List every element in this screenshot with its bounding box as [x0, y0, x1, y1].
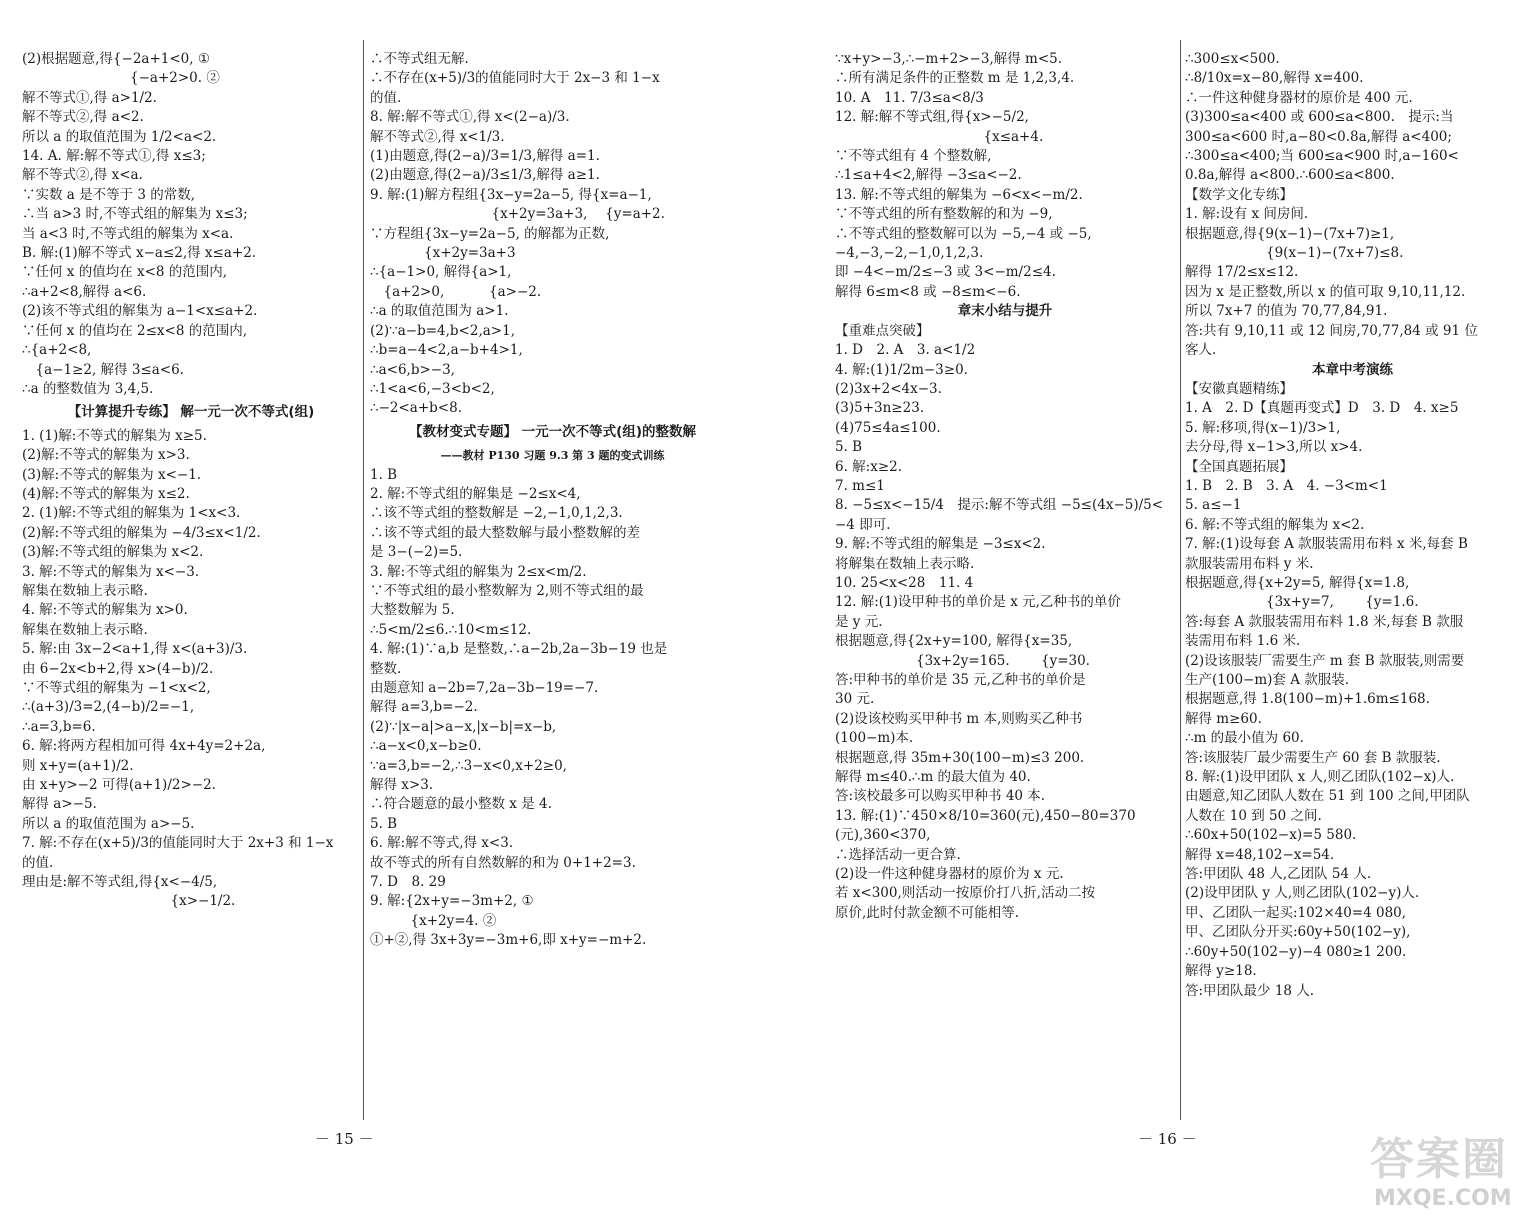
text-line: 人数在 10 到 50 之间.	[1185, 807, 1322, 824]
text-line: {3x+y=7, {y=1.6.	[1185, 594, 1419, 611]
text-line: {a−1≥2, 解得 3≤a<6.	[22, 361, 184, 378]
text-line: (4)解:不等式的解集为 x≤2.	[22, 485, 190, 502]
text-line: ∵任何 x 的值均在 2≤x<8 的范围内,	[22, 322, 247, 339]
text-line: ∴1<a<6,−3<b<2,	[370, 380, 495, 397]
text-line: (2)解:不等式组的解集为 −4/3≤x<1/2.	[22, 524, 261, 541]
text-line: 5. a≤−1	[1185, 497, 1242, 514]
text-line: 【全国真题拓展】	[1185, 458, 1293, 475]
text-line: (2)由题意,得(2−a)/3≤1/3,解得 a≥1.	[370, 167, 600, 184]
text-line: 答:共有 9,10,11 或 12 间房,70,77,84 或 91 位	[1185, 322, 1478, 339]
text-line: 12. 解:解不等式组,得{x>−5/2,	[835, 109, 1029, 126]
text-line: {3x+2y=165. {y=30.	[835, 652, 1090, 669]
text-line: ∴a 的取值范围为 a>1.	[370, 303, 509, 320]
text-line: ∴60x+50(102−x)=5 580.	[1185, 827, 1357, 844]
text-line: 所以 7x+7 的值为 70,77,84,91.	[1185, 303, 1388, 320]
text-line: 款服装需用布料 y 米.	[1185, 555, 1314, 572]
text-line: 9. 解:(1)解方程组{3x−y=2a−5, 得{x=a−1,	[370, 186, 652, 203]
text-line: 解得 x=48,102−x=54.	[1185, 846, 1335, 863]
text-line: ∴300≤x<500.	[1185, 51, 1280, 67]
text-line: 的值.	[22, 854, 54, 871]
text-line: 4. 解:(1)∵a,b 是整数,∴a−2b,2a−3b−19 也是	[370, 641, 668, 658]
text-line: ∴所有满足条件的正整数 m 是 1,2,3,4.	[835, 70, 1075, 87]
column-1	[22, 50, 360, 912]
text-line: 解得 x>3.	[370, 777, 434, 794]
text-line: 去分母,得 x−1>3,所以 x>4.	[1185, 439, 1363, 456]
text-line: 的值.	[370, 89, 402, 106]
text-line: 由 6−2x<b+2,得 x>(4−b)/2.	[22, 660, 214, 677]
text-line: (2)设甲团队 y 人,则乙团队(102−y)人.	[1185, 885, 1420, 902]
text-line: 解得 17/2≤x≤12.	[1185, 264, 1299, 281]
text-line: 13. 解:不等式组的解集为 −6<x<−m/2.	[835, 186, 1083, 203]
text-line: {−a+2>0. ②	[22, 70, 220, 87]
text-line: 则 x+y=(a+1)/2.	[22, 757, 134, 774]
text-line: 10. A 11. 7/3≤a<8/3	[835, 89, 984, 106]
watermark-domain: MXQE.COM	[1374, 1186, 1512, 1211]
text-line: 理由是:解不等式组,得{x<−4/5,	[22, 874, 218, 891]
text-line: 8. 解:解不等式①,得 x<(2−a)/3.	[370, 109, 570, 126]
text-line: ∴a−x<0,x−b≥0.	[370, 738, 482, 755]
text-line: ∵不等式组的最小整数解为 2,则不等式组的最	[370, 582, 644, 599]
text-line: 7. m≤1	[835, 477, 885, 494]
text-line: 根据题意,得{9(x−1)−(7x+7)≥1,	[1185, 225, 1395, 242]
text-line: ∵x+y>−3,∴−m+2>−3,解得 m<5.	[835, 51, 1063, 67]
text-line: ∴a<6,b>−3,	[370, 361, 455, 378]
text-line: 1. B	[370, 466, 398, 483]
text-line: ∵任何 x 的值均在 x<8 的范围内,	[22, 264, 228, 281]
text-line: {x+2y=4. ②	[370, 912, 497, 929]
text-line: 解得 m≥60.	[1185, 710, 1262, 727]
text-line: {x+2y=3a+3	[370, 245, 516, 262]
text-line: {x≤a+4.	[835, 128, 1044, 145]
text-line: ∵实数 a 是不等于 3 的常数,	[22, 186, 196, 203]
text-line: 1. (1)解:不等式的解集为 x≥5.	[22, 427, 207, 444]
text-line: 【教材变式专题】 一元一次不等式(组)的整数解	[408, 423, 697, 440]
text-line: 【重难点突破】	[835, 322, 930, 339]
text-line: ——教材 P130 习题 9.3 第 3 题的变式训练	[440, 449, 665, 463]
page-number-right: － 16 －	[1138, 1130, 1197, 1148]
text-line: 1. 解:设有 x 间房间.	[1185, 206, 1309, 223]
text-line: 6. 解:x≥2.	[835, 458, 903, 475]
text-line: 当 a<3 时,不等式组的解集为 x<a.	[22, 225, 234, 242]
column-4	[1185, 50, 1520, 1001]
text-line: ∴该不等式组的最大整数解与最小整数解的差	[370, 524, 640, 541]
text-line: 由题意,知乙团队人数在 51 到 100 之间,甲团队	[1185, 788, 1470, 805]
text-line: 答:每套 A 款服装需用布料 1.8 米,每套 B 款服	[1185, 613, 1464, 630]
text-line: 解集在数轴上表示略.	[22, 582, 148, 599]
text-line: 原价,此时付款金额不可能相等.	[835, 904, 1020, 921]
text-line: ∴a 的整数值为 3,4,5.	[22, 380, 154, 397]
text-line: (3)5+3n≥23.	[835, 400, 925, 417]
text-line: {9(x−1)−(7x+7)≤8.	[1185, 245, 1404, 262]
text-line: ∵不等式组的解集为 −1<x<2,	[22, 680, 211, 696]
text-line: ∴m 的最小值为 60.	[1185, 730, 1304, 747]
column-divider	[1180, 40, 1181, 1120]
text-line: ∴不等式组的整数解可以为 −5,−4 或 −5,	[835, 225, 1092, 242]
text-line: 将解集在数轴上表示略.	[835, 555, 975, 572]
text-line: 13. 解:(1)∵450×8/10=360(元),450−80=370	[835, 807, 1136, 824]
text-line: 所以 a 的取值范围为 a>−5.	[22, 815, 195, 832]
text-line: ∴符合题意的最小整数 x 是 4.	[370, 796, 552, 813]
text-line: 3. 解:不等式的解集为 x<−3.	[22, 563, 200, 580]
text-line: 生产(100−m)套 A 款服装.	[1185, 672, 1350, 688]
text-line: 2. (1)解:不等式组的解集为 1<x<3.	[22, 505, 241, 522]
text-line: 【数学文化专练】	[1185, 186, 1293, 203]
text-line: 7. 解:(1)设每套 A 款服装需用布料 x 米,每套 B	[1185, 536, 1468, 553]
text-line: 解得 y≥18.	[1185, 963, 1257, 980]
text-line: 甲、乙团队一起买:102×40=4 080,	[1185, 904, 1407, 921]
text-line: 解不等式②,得 x<a.	[22, 167, 143, 184]
text-line: 答:该校最多可以购买甲种书 40 本.	[835, 788, 1046, 805]
text-line: (3)解:不等式的解集为 x<−1.	[22, 466, 202, 483]
text-line: (2)根据题意,得{−2a+1<0, ①	[22, 51, 210, 67]
text-line: ∴{a−1>0, 解得{a>1,	[370, 264, 512, 281]
text-line: 【安徽真题精练】	[1185, 380, 1293, 397]
text-line: 即 −4<−m/2≤−3 或 3<−m/2≤4.	[835, 264, 1056, 281]
text-line: 解得 m≤40.∴m 的最大值为 40.	[835, 769, 1031, 786]
text-line: 故不等式的所有自然数解的和为 0+1+2=3.	[370, 854, 636, 871]
text-line: (2)3x+2<4x−3.	[835, 380, 942, 397]
text-line: ∵方程组{3x−y=2a−5, 的解都为正数,	[370, 225, 610, 242]
text-line: 由 x+y>−2 可得(a+1)/2>−2.	[22, 777, 216, 794]
text-line: (4)75≤4a≤100.	[835, 419, 941, 436]
watermark-logo	[1370, 1135, 1530, 1225]
text-line: 甲、乙团队分开买:60y+50(102−y),	[1185, 924, 1411, 941]
text-line: 8. −5≤x<−15/4 提示:解不等式组 −5≤(4x−5)/5<	[835, 497, 1164, 514]
text-line: ∴300≤a<400;当 600≤a<900 时,a−160<	[1185, 148, 1459, 165]
text-line: (2)设一件这种健身器材的原价为 x 元.	[835, 866, 1064, 883]
text-line: 大整数解为 5.	[370, 602, 455, 619]
text-line: ∵不等式组有 4 个整数解,	[835, 148, 992, 165]
text-line: −4 即可.	[835, 516, 891, 533]
text-line: ∴b=a−4<2,a−b+4>1,	[370, 342, 523, 359]
text-line: (2)∵|x−a|>a−x,|x−b|=x−b,	[370, 718, 557, 735]
text-line: 2. 解:不等式组的解集是 −2≤x<4,	[370, 485, 581, 502]
text-line: 9. 解:{2x+y=−3m+2, ①	[370, 893, 534, 910]
text-line: 是 y 元.	[835, 613, 883, 630]
text-line: 1. B 2. B 3. A 4. −3<m<1	[1185, 477, 1388, 494]
text-line: 根据题意,得{x+2y=5, 解得{x=1.8,	[1185, 574, 1410, 591]
text-line: ∴60y+50(102−y)−4 080≥1 200.	[1185, 943, 1407, 960]
text-line: {a+2>0, {a>−2.	[370, 283, 542, 300]
text-line: {x+2y=3a+3, {y=a+2.	[370, 206, 665, 223]
text-line: 解不等式①,得 a>1/2.	[22, 89, 157, 106]
text-line: 答:甲种书的单价是 35 元,乙种书的单价是	[835, 672, 1086, 688]
text-line: ∴选择活动一更合算.	[835, 846, 961, 863]
text-line: 解不等式②,得 x<1/3.	[370, 128, 505, 145]
text-line: ∴8/10x=x−80,解得 x=400.	[1185, 70, 1364, 87]
text-line: 7. 解:不存在(x+5)/3的值能同时大于 2x+3 和 1−x	[22, 835, 334, 852]
text-line: 答:甲团队最少 18 人.	[1185, 982, 1315, 999]
text-line: ∴不存在(x+5)/3的值能同时大于 2x−3 和 1−x	[370, 70, 660, 87]
text-line: 解得 a=3,b=−2.	[370, 699, 478, 716]
text-line: 客人.	[1185, 342, 1217, 359]
text-line: ∵不等式组的所有整数解的和为 −9,	[835, 206, 1053, 223]
text-line: (2)∵a−b=4,b<2,a>1,	[370, 322, 515, 339]
text-line: 7. D 8. 29	[370, 874, 446, 891]
text-line: 3. 解:不等式组的解集为 2≤x<m/2.	[370, 563, 587, 580]
text-line: (2)该不等式组的解集为 a−1<x≤a+2.	[22, 303, 258, 320]
text-line: 0.8a,解得 a<800.∴600≤a<800.	[1185, 167, 1395, 184]
text-line: 30 元.	[835, 691, 875, 708]
text-line: 根据题意,得{2x+y=100, 解得{x=35,	[835, 633, 1073, 650]
text-line: 解集在数轴上表示略.	[22, 621, 148, 638]
text-line: 4. 解:(1)1/2m−3≥0.	[835, 361, 968, 378]
text-line: (3)解:不等式组的解集为 x<2.	[22, 544, 204, 561]
text-line: 6. 解:解不等式,得 x<3.	[370, 835, 514, 852]
text-line: {x>−1/2.	[22, 893, 236, 910]
text-line: 6. 解:将两方程相加可得 4x+4y=2+2a,	[22, 738, 266, 755]
text-line: ∴1≤a+4<2,解得 −3≤a<−2.	[835, 167, 1022, 184]
text-line: ∴{a+2<8,	[22, 342, 92, 359]
text-line: 5. 解:由 3x−2<a+1,得 x<(a+3)/3.	[22, 641, 248, 658]
text-line: ∵a=3,b=−2,∴3−x<0,x+2≥0,	[370, 757, 567, 774]
text-line: (2)解:不等式的解集为 x>3.	[22, 447, 190, 464]
text-line: 6. 解:不等式组的解集为 x<2.	[1185, 516, 1365, 533]
text-line: ①+②,得 3x+3y=−3m+6,即 x+y=−m+2.	[370, 932, 647, 949]
text-line: 是 3−(−2)=5.	[370, 544, 463, 561]
text-line: 装需用布料 1.6 米.	[1185, 633, 1301, 650]
text-line: ∴(a+3)/3=2,(4−b)/2=−1,	[22, 699, 195, 716]
text-line: (3)300≤a<400 或 600≤a<800. 提示:当	[1185, 109, 1454, 126]
text-line: ∴a+2<8,解得 a<6.	[22, 283, 147, 300]
text-line: ∴该不等式组的整数解是 −2,−1,0,1,2,3.	[370, 505, 623, 522]
text-line: ∴5<m/2≤6.∴10<m≤12.	[370, 621, 532, 638]
text-line: (100−m)本.	[835, 730, 914, 747]
text-line: 4. 解:不等式的解集为 x>0.	[22, 602, 188, 619]
text-line: (1)由题意,得(2−a)/3=1/3,解得 a=1.	[370, 148, 600, 165]
text-line: 解得 a>−5.	[22, 796, 97, 813]
text-line: ∴−2<a+b<8.	[370, 400, 462, 417]
text-line: 解得 6≤m<8 或 −8≤m<−6.	[835, 283, 1021, 300]
text-line: 根据题意,得 35m+30(100−m)≤3 200.	[835, 749, 1085, 766]
column-2	[370, 50, 735, 951]
column-3	[835, 50, 1175, 923]
text-line: B. 解:(1)解不等式 x−a≤2,得 x≤a+2.	[22, 245, 257, 262]
text-line: 因为 x 是正整数,所以 x 的值可取 9,10,11,12.	[1185, 283, 1466, 300]
text-line: 9. 解:不等式组的解集是 −3≤x<2.	[835, 536, 1046, 553]
text-line: 本章中考演练	[1312, 361, 1393, 378]
column-divider	[363, 40, 364, 1120]
text-line: 所以 a 的取值范围为 1/2<a<2.	[22, 128, 217, 145]
text-line: 1. A 2. D【真题再变式】D 3. D 4. x≥5	[1185, 400, 1459, 417]
text-line: 10. 25<x<28 11. 4	[835, 574, 974, 591]
text-line: ∴a=3,b=6.	[22, 718, 96, 735]
text-line: 8. 解:(1)设甲团队 x 人,则乙团队(102−x)人.	[1185, 769, 1455, 786]
text-line: 整数.	[370, 660, 402, 677]
text-line: 解不等式②,得 a<2.	[22, 109, 144, 126]
text-line: 1. D 2. A 3. a<1/2	[835, 342, 976, 359]
text-line: (元),360<370,	[835, 827, 931, 844]
text-line: 12. 解:(1)设甲种书的单价是 x 元,乙种书的单价	[835, 594, 1121, 611]
page-number-left: － 15 －	[315, 1130, 374, 1148]
text-line: 根据题意,得 1.8(100−m)+1.6m≤168.	[1185, 691, 1430, 708]
text-line: 300≤a<600 时,a−80<0.8a,解得 a<400;	[1185, 128, 1452, 145]
watermark-glyphs: 答案圈	[1370, 1134, 1508, 1185]
text-line: ∴一件这种健身器材的原价是 400 元.	[1185, 89, 1413, 106]
text-line: ∴不等式组无解.	[370, 51, 469, 67]
text-line: 若 x<300,则活动一按原价打八折,活动二按	[835, 885, 1096, 902]
text-line: (2)设该服装厂需要生产 m 套 B 款服装,则需要	[1185, 652, 1465, 669]
text-line: 【计算提升专练】 解一元一次不等式(组)	[67, 404, 315, 421]
text-line: 14. A. 解:解不等式①,得 x≤3;	[22, 148, 206, 165]
text-line: 章末小结与提升	[957, 303, 1053, 320]
text-line: (2)设该校购买甲种书 m 本,则购买乙种书	[835, 710, 1083, 727]
text-line: −4,−3,−2,−1,0,1,2,3.	[835, 245, 984, 262]
text-line: ∴当 a>3 时,不等式组的解集为 x≤3;	[22, 206, 248, 223]
text-line: 由题意知 a−2b=7,2a−3b−19=−7.	[370, 680, 599, 696]
text-line: 5. B	[370, 815, 398, 832]
text-line: 答:甲团队 48 人,乙团队 54 人.	[1185, 866, 1372, 883]
text-line: 5. B	[835, 439, 863, 456]
text-line: 答:该服装厂最少需要生产 60 套 B 款服装.	[1185, 749, 1441, 766]
text-line: 5. 解:移项,得(x−1)/3>1,	[1185, 419, 1341, 436]
